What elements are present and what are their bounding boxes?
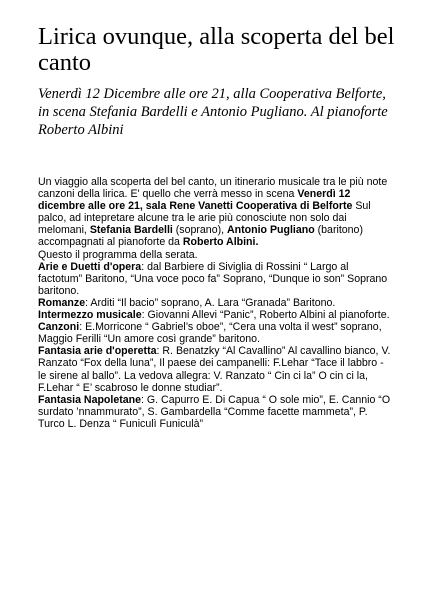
program-item-label: Fantasia Napoletane bbox=[38, 393, 142, 406]
program-item-text: : dal Barbiere di Siviglia di Rossini “ Largo al factotum” Baritono, “Una voce poco fa” Soprano, “Dunque io son” Soprano baritono. bbox=[38, 260, 388, 297]
program-item-label: Intermezzo musicale bbox=[38, 309, 142, 322]
program-item-label: Romanze bbox=[38, 296, 86, 309]
intro-text-4: (baritono) accompagnati al pianoforte da bbox=[38, 224, 363, 249]
program-item bbox=[38, 309, 393, 321]
program-item bbox=[38, 321, 393, 345]
performer-soprano: Stefania Bardelli bbox=[89, 224, 173, 237]
program-item bbox=[38, 394, 393, 430]
event-datetime-venue: Venerdì 12 dicembre alle ore 21, sala Rene Vanetti Cooperativa di Belforte bbox=[38, 188, 353, 213]
performer-baritone: Antonio Pugliano bbox=[227, 224, 315, 237]
program-item-label: Fantasia arie d'operetta bbox=[38, 345, 157, 358]
program-item-label: Arie e Duetti d'opera bbox=[38, 260, 142, 273]
program-intro: Questo il programma della serata. bbox=[38, 248, 198, 261]
article-subtitle: Venerdì 12 Dicembre alle ore 21, alla Cooperativa Belforte, in scena Stefania Bardelli e Antonio Pugliano. Al pianoforte Roberto Albini bbox=[38, 86, 388, 138]
intro-text-2: Sul palco, ad intepretare alcune tra le arie più conosciute non solo dai melomani, bbox=[38, 200, 371, 237]
program-item bbox=[38, 345, 393, 393]
program-item bbox=[38, 261, 393, 297]
article-body bbox=[38, 176, 393, 430]
program-item-text: : G. Capurro E. Di Capua “ O sole mio”, E. Cannio “O surdato ’nnammurato”, S. Gambardella “Comme facette mammeta”, P. Turco L. Denza “ Funiculì Funiculà” bbox=[38, 393, 391, 430]
program-item-label: Canzoni bbox=[38, 321, 80, 334]
article-title: Lirica ovunque, alla scoperta del bel canto bbox=[38, 23, 395, 76]
program-item bbox=[38, 297, 393, 309]
program-item-text: : Giovanni Allevi “Panic”, Roberto Albini al pianoforte. bbox=[141, 309, 390, 322]
intro-text-3: (soprano), bbox=[172, 224, 227, 237]
program-item-text: : Arditi “Il bacio” soprano, A. Lara “Granada” Baritono. bbox=[85, 296, 336, 309]
program-item-text: : R. Benatzky “Al Cavallino” Al cavallino bianco, V. Ranzato “Fox della luna”, Il paese dei campanelli: F.Lehar “Tace il labbro - le sirene al ballo”. La vedova allegra: V. Ranzato “ Cin ci la” O cin ci la, F.Lehar “ E’ scabroso le donne studiar”. bbox=[38, 345, 391, 394]
intro-paragraph bbox=[38, 176, 393, 249]
program-item-text: : E.Morricone “ Gabriel’s oboe”, “Cera una volta il west” soprano, Maggio Ferilli “Un amore così grande” baritono. bbox=[38, 321, 382, 346]
intro-text-1: Un viaggio alla scoperta del bel canto, un itinerario musicale tra le più note canzoni della lirica. E' quello che verrà messo in scena bbox=[38, 176, 388, 201]
performer-pianist: Roberto Albini. bbox=[182, 236, 259, 249]
